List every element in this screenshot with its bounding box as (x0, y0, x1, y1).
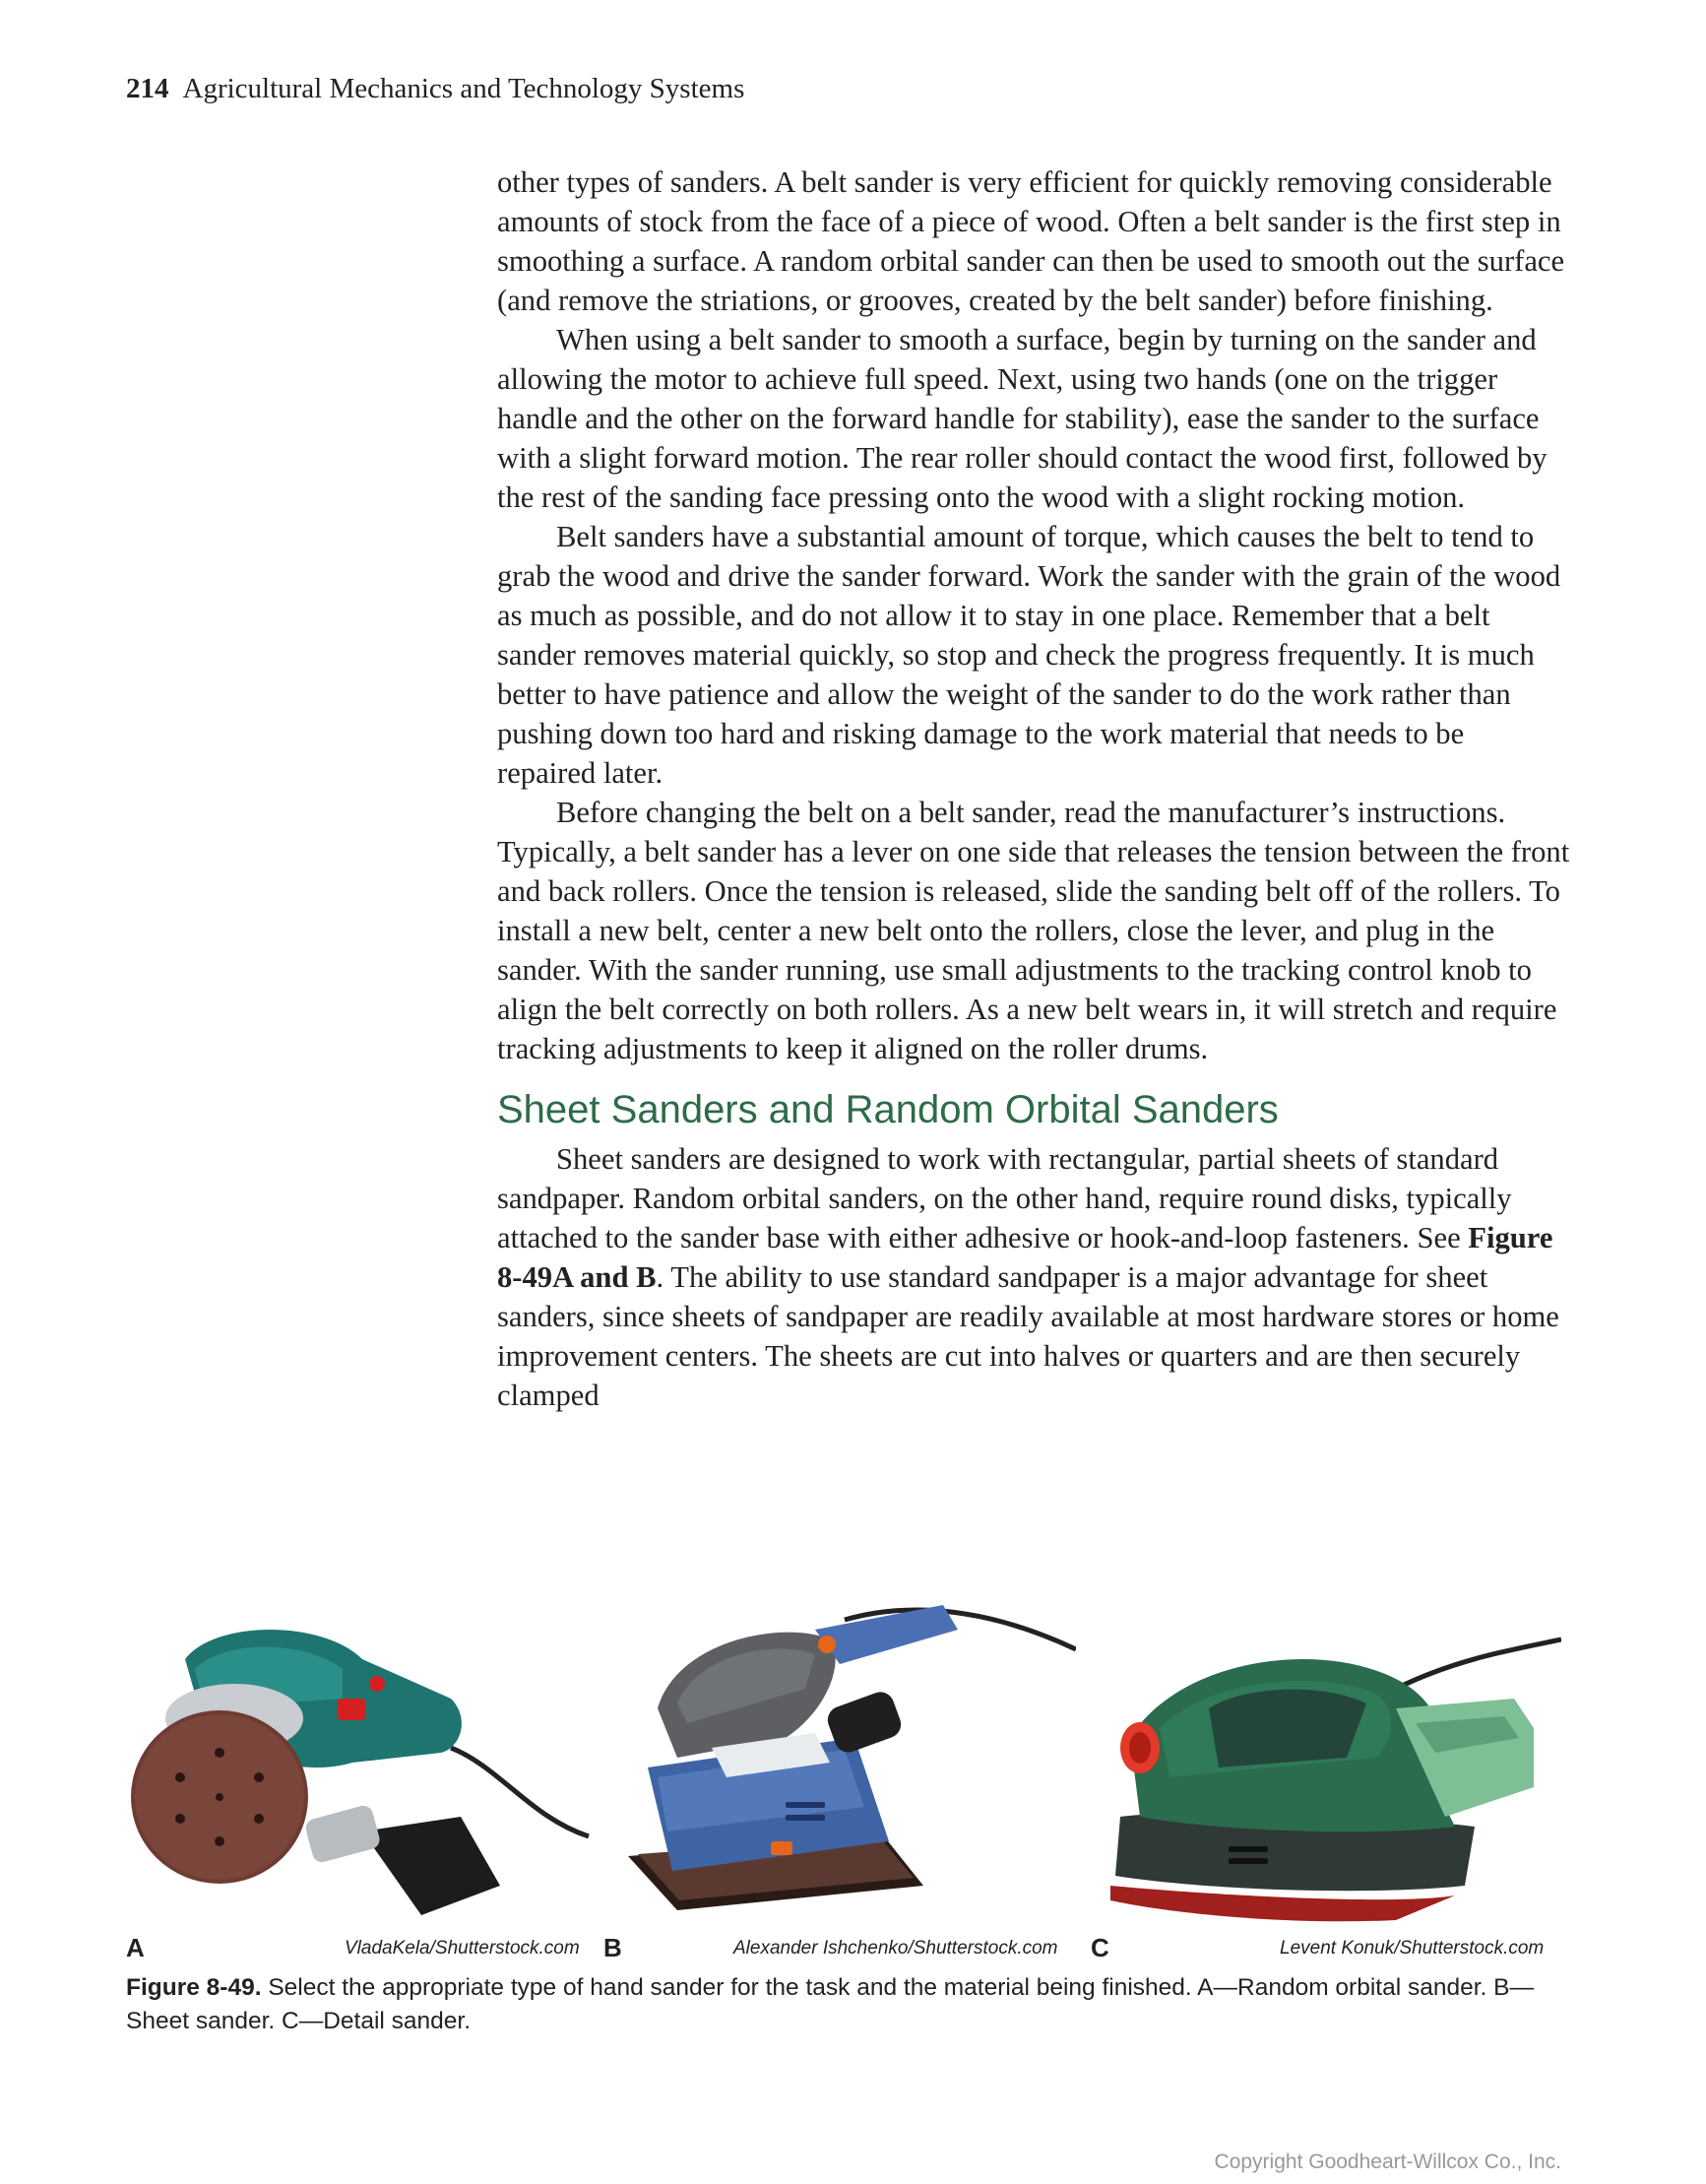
paragraph: Belt sanders have a substantial amount of torque, which causes the belt to tend to grab the wood and drive the sander forward. Work the sander with the grain of the wood as much as possible, and do not allow it to stay in one place. Remember that a belt sander removes material quickly, so stop and check the progress frequently. It is much better to have patience and allow the weight of the sander to do the work rather than pushing down too hard and risking damage to the work material that needs to be repaired later. (497, 520, 1561, 790)
figure-reference: Figure 8-49A and B (497, 1221, 1553, 1294)
section-heading: Sheet Sanders and Random Orbital Sanders (497, 1088, 1279, 1131)
paragraph: When using a belt sander to smooth a surface, begin by turning on the sander and allowing the motor to achieve full speed. Next, using two hands (one on the trigger handle and the other on the forward handle for stability), ease the sander to the surface with a slight forward motion. The rear roller should contact the wood first, followed by the rest of the sanding face pressing onto the wood with a slight rocking motion. (497, 323, 1548, 514)
random-orbital-sander-photo (126, 1590, 594, 1925)
figure-caption-text: Select the appropriate type of hand sander for the task and the material being finished. A—Random orbital sander. B—Sheet sander. C—Detail sander. (126, 1974, 1534, 2034)
photo-credit-c: Levent Konuk/Shutterstock.com (1280, 1938, 1545, 1959)
figure-8-49 (126, 1590, 1561, 1959)
panel-letter-c: C (1091, 1933, 1109, 1962)
detail-sander-photo (1101, 1590, 1561, 1925)
panel-letter-a: A (126, 1933, 145, 1962)
paragraph-text: Sheet sanders are designed to work with rectangular, partial sheets of standard sandpaper. Random orbital sanders, on the other hand, require round disks, typically attached to the sander base with either adhesive or hook-and-loop fasteners. See (497, 1142, 1512, 1254)
figure-caption-label: Figure 8-49. (126, 1974, 262, 2001)
figure-caption (126, 1971, 1563, 2038)
paragraph: other types of sanders. A belt sander is very efficient for quickly removing considerable amounts of stock from the face of a piece of wood. Often a belt sander is the first step in smoothing a surface. A random orbital sander can then be used to smooth out the surface (and remove the striations, or grooves, created by the belt sander) before finishing. (497, 165, 1565, 317)
sheet-sander-photo (618, 1590, 1076, 1925)
photo-credit-a: VladaKela/Shutterstock.com (345, 1938, 580, 1959)
paragraph-text: . The ability to use standard sandpaper is a major advantage for sheet sanders, since sheets of sandpaper are readily available at most hardware stores or home improvement centers. The sheets are cut into halves or quarters and are then securely clamped (497, 1260, 1559, 1412)
running-header (126, 73, 744, 105)
paragraph (497, 1139, 1570, 1415)
paragraph: Before changing the belt on a belt sander, read the manufacturer’s instructions. Typically, a belt sander has a lever on one side that releases the tension between the front and back rollers. Once the tension is released, slide the sanding belt off of the rollers. To install a new belt, center a new belt onto the rollers, close the lever, and plug in the sander. With the sander running, use small adjustments to the tracking control knob to align the belt correctly on both rollers. As a new belt wears in, it will stretch and require tracking adjustments to keep it aligned on the roller drums. (497, 796, 1570, 1065)
panel-letter-b: B (603, 1933, 622, 1962)
book-title: Agricultural Mechanics and Technology Systems (182, 73, 745, 104)
page-number: 214 (126, 73, 169, 104)
photo-credit-b: Alexander Ishchenko/Shutterstock.com (733, 1938, 1058, 1959)
copyright-notice: Copyright Goodheart-Willcox Co., Inc. (1214, 2151, 1561, 2173)
body-text-column (497, 162, 1570, 1415)
